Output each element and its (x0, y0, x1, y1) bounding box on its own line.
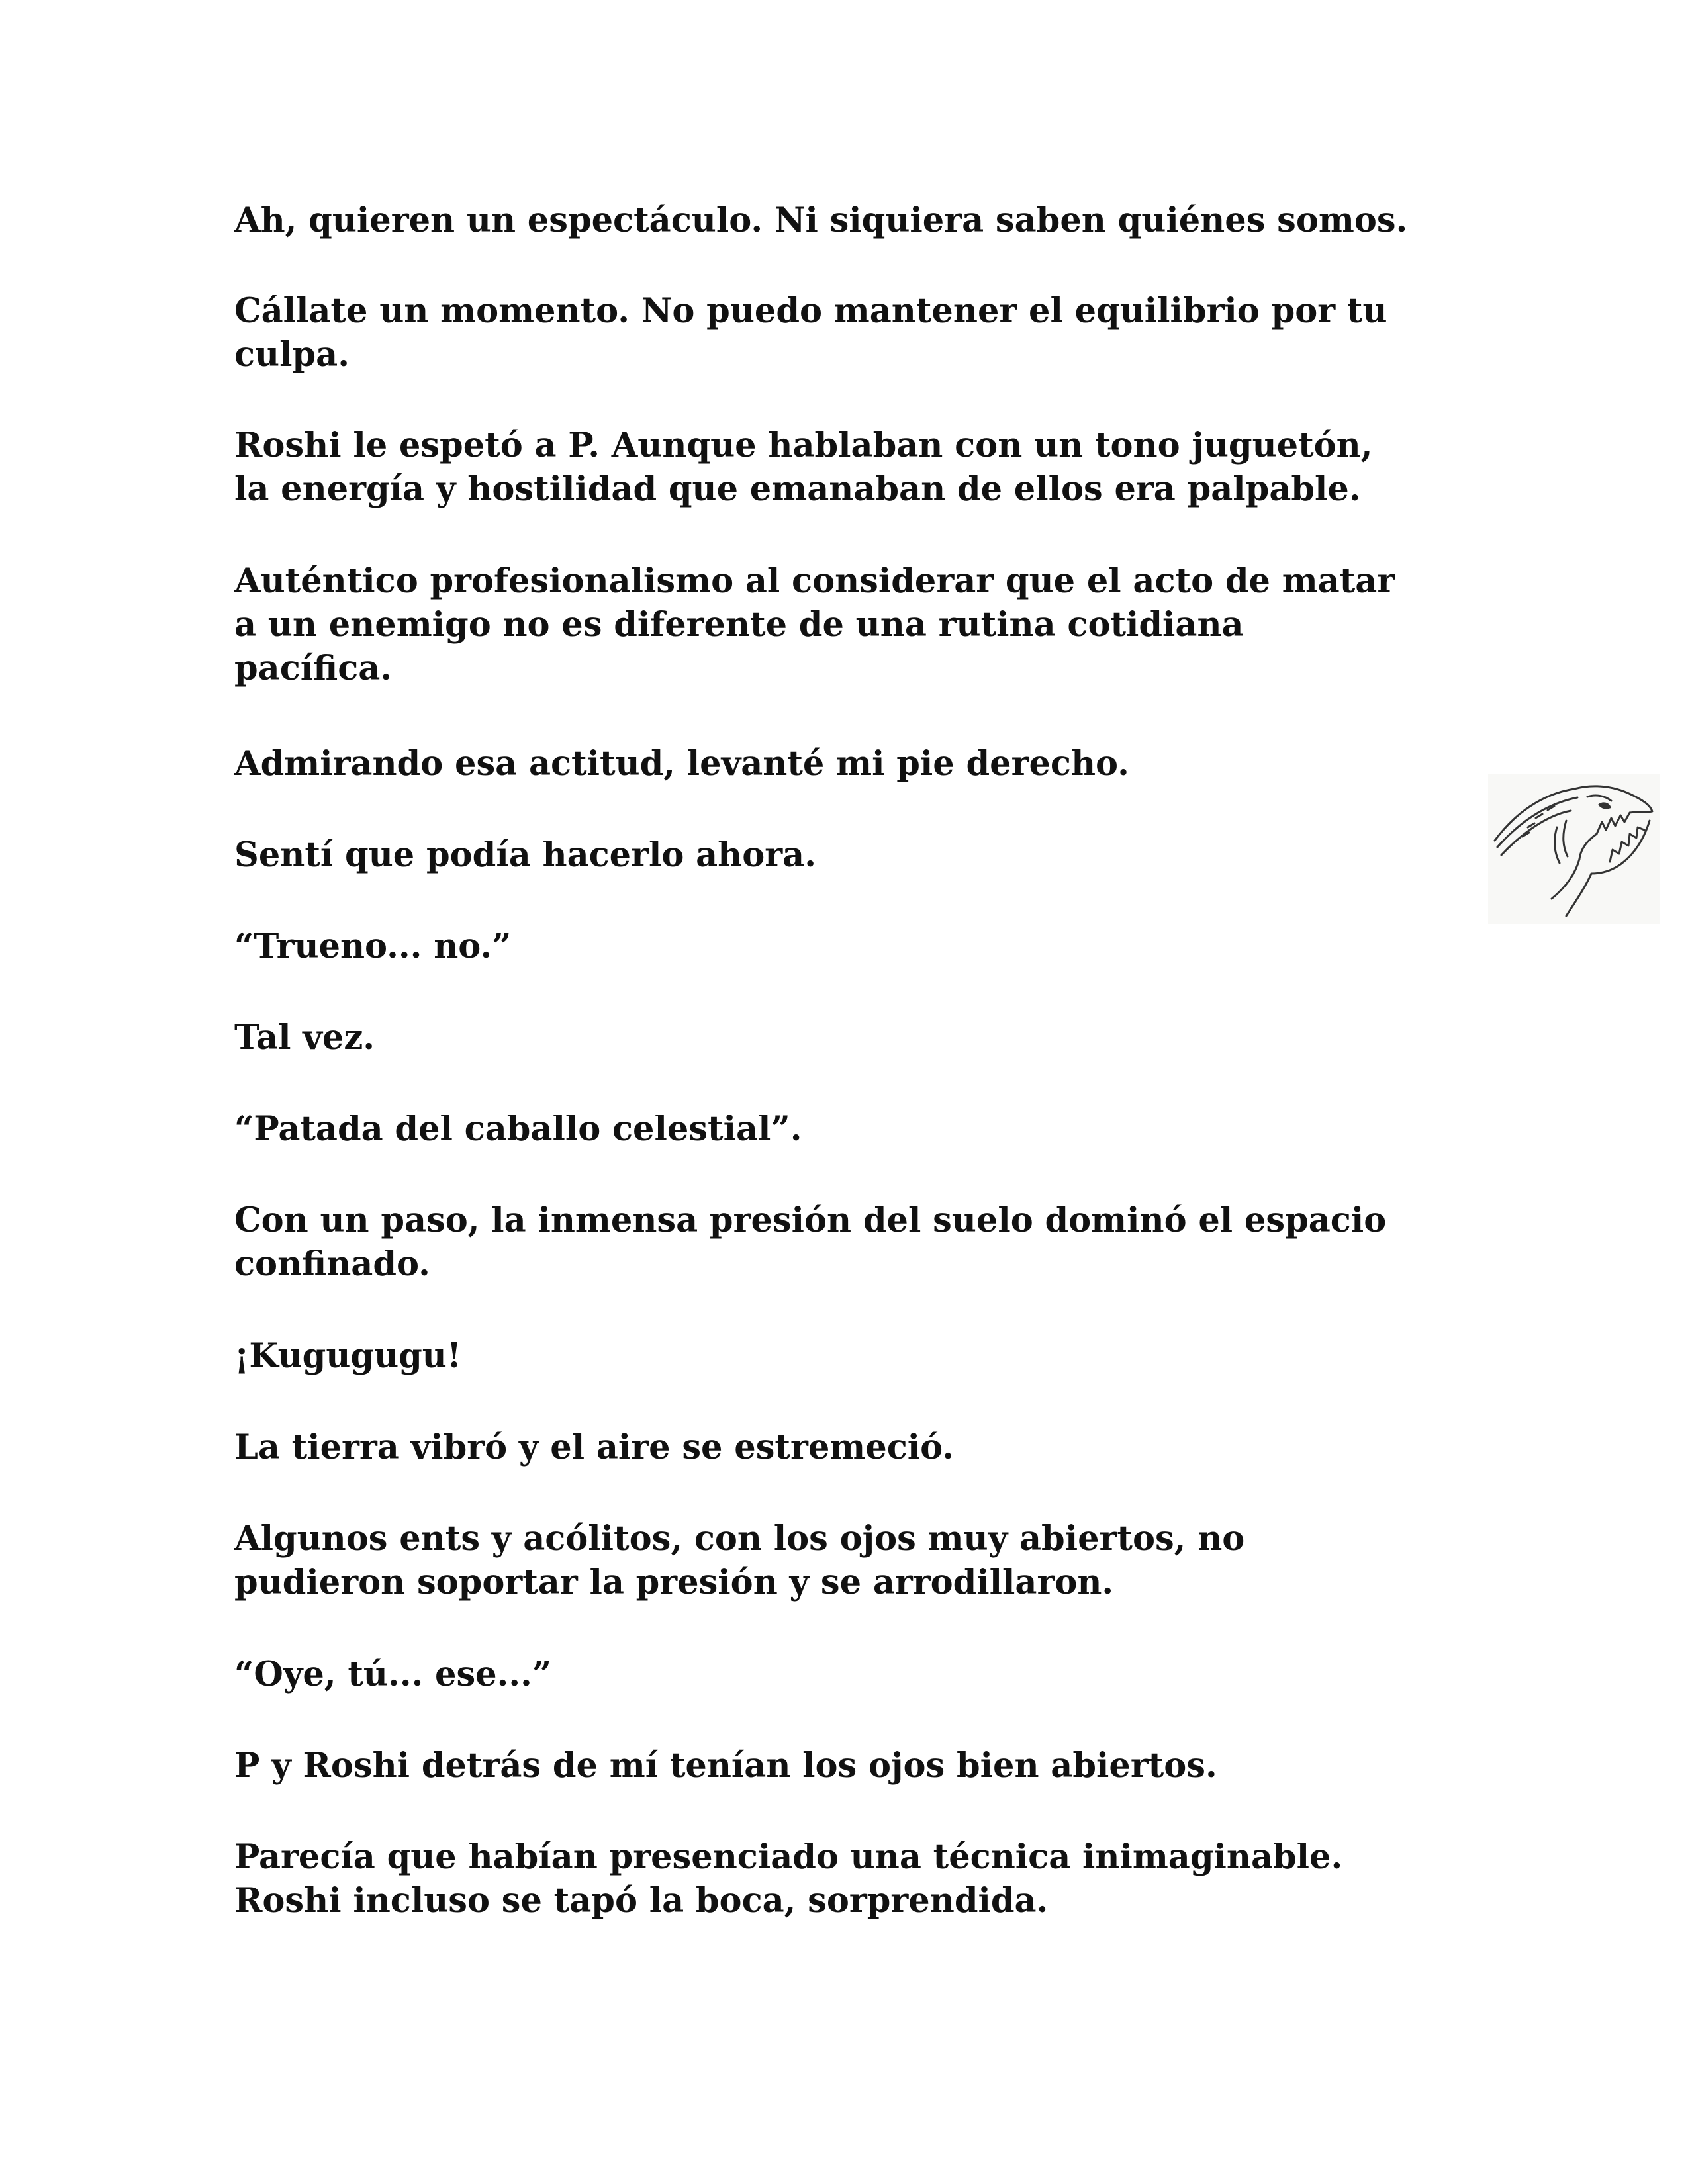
paragraph-line: pudieron soportar la presión y se arrodillaron. (234, 1563, 1114, 1602)
paragraph-10 (234, 1199, 1492, 1286)
paragraph-line: P y Roshi detrás de mí tenían los ojos bien abiertos. (234, 1746, 1217, 1786)
paragraph-13 (234, 1517, 1492, 1604)
paragraph-line: Roshi incluso se tapó la boca, sorprendida. (234, 1881, 1049, 1921)
paragraph-16 (234, 1835, 1492, 1923)
paragraph-line: Con un paso, la inmensa presión del suelo dominó el espacio (234, 1201, 1387, 1240)
paragraph-15 (234, 1744, 1492, 1788)
paragraph-line: Admirando esa actitud, levanté mi pie derecho. (234, 744, 1129, 784)
paragraph-line: Parecía que habían presenciado una técnica inimaginable. (234, 1837, 1343, 1877)
paragraph-3 (234, 424, 1492, 511)
paragraph-2 (234, 289, 1492, 377)
paragraph-1 (234, 199, 1492, 242)
paragraph-line: culpa. (234, 335, 350, 375)
paragraph-line: pacífica. (234, 649, 393, 688)
paragraph-5 (234, 742, 1492, 786)
paragraph-line: confinado. (234, 1244, 430, 1284)
paragraph-line: Roshi le espetó a P. Aunque hablaban con un tono juguetón, (234, 426, 1373, 465)
paragraph-7 (234, 925, 1492, 968)
paragraph-line: Sentí que podía hacerlo ahora. (234, 835, 816, 875)
paragraph-line: “Oye, tú... ese...” (234, 1655, 552, 1694)
dinosaur-logo-svg (1488, 774, 1660, 924)
paragraph-line: La tierra vibró y el aire se estremeció. (234, 1428, 955, 1467)
paragraph-line: Auténtico profesionalismo al considerar que el acto de matar (234, 561, 1395, 601)
paragraph-line: Tal vez. (234, 1018, 375, 1058)
paragraph-11 (234, 1334, 1492, 1378)
paragraph-6 (234, 833, 1492, 877)
paragraph-line: la energía y hostilidad que emanaban de ellos era palpable. (234, 469, 1361, 509)
paragraph-8 (234, 1016, 1492, 1060)
paragraph-4 (234, 559, 1492, 690)
paragraph-line: Cállate un momento. No puedo mantener el equilibrio por tu (234, 291, 1387, 331)
paragraph-9 (234, 1107, 1492, 1151)
paragraph-14 (234, 1653, 1492, 1696)
paragraph-12 (234, 1426, 1492, 1469)
paragraph-line: Ah, quieren un espectáculo. Ni siquiera saben quiénes somos. (234, 201, 1408, 240)
paragraph-line: a un enemigo no es diferente de una rutina cotidiana (234, 605, 1244, 645)
paragraph-line: Algunos ents y acólitos, con los ojos muy abiertos, no (234, 1519, 1245, 1559)
paragraph-line: ¡Kugugugu! (234, 1336, 462, 1376)
paragraph-line: “Patada del caballo celestial”. (234, 1109, 802, 1149)
paragraph-line: “Trueno... no.” (234, 927, 512, 966)
dinosaur-head-sketch-icon (1488, 774, 1660, 924)
